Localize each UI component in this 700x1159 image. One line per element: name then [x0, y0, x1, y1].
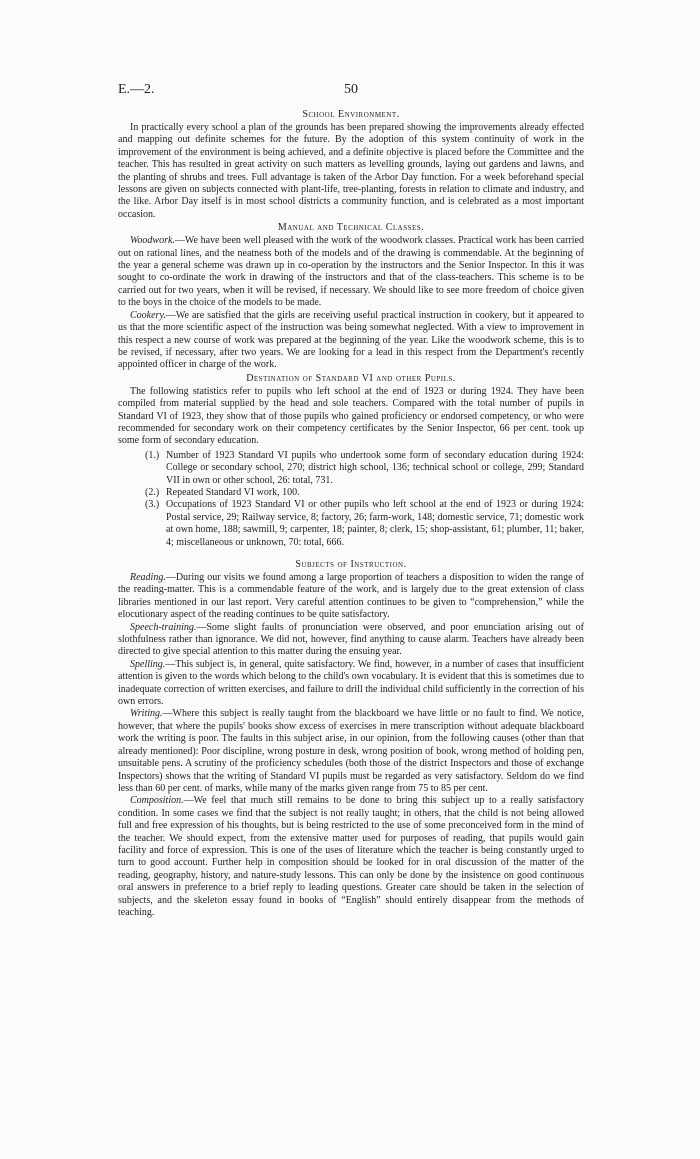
page-content [118, 108, 584, 919]
list-item: (1.) Number of 1923 Standard VI pupils who undertook some form of secondary education during 1924: College or secondary school, 270; district high school, 136; technical school or college, 299; Standard VII in own or other school, 26: total, 731. [145, 449, 584, 486]
list-item: (3.) Occupations of 1923 Standard VI or other pupils who left school at the end of 1923 or during 1924: Postal service, 29; Railway service, 8; factory, 26; farm-work, 148; domestic service, 71; domestic work at own home, 188; sawmill, 9; carpenter, 18; painter, 8; clerk, 15; shop-assistant, 61; plumber, 11; baker, 4; miscellaneous or unknown, 70: total, 666. [145, 499, 584, 548]
paragraph-composition: Composition.—We feel that much still remains to be done to bring this subject up to a really satisfactory condition. In some cases we find that the subject is not really taught; in others, that the child is not being allowed full and free expression of his thoughts, but is being restricted to the use of some preconceived form in the mind of the teacher. We should expect, from the extensive matter used for purposes of reading, that pupils would gain facility and force of expression. This is one of the uses of literature which the teacher is being constantly urged to turn to good account. Further help in composition should be looked for in oral discussion of the matter of the reading, geography, history, and nature-study lessons. This can only be done by the insistence on good continuous oral answers in preference to a brief reply to leading questions. Greater care should be taken in the selection of subjects, and the skeleton essay found in books of “English” should entirely disappear from the methods of teaching. [118, 795, 584, 918]
paragraph-spelling: Spelling.—This subject is, in general, quite satisfactory. We find, however, in a number of cases that insufficient attention is given to the words which belong to the child's own vocabulary. It is evident that this is sometimes due to inadequate correction of written exercises, and failure to drill the individual child sufficiently in the correction of his own errors. [118, 658, 584, 708]
page-number: 50 [344, 82, 358, 97]
paragraph-writing: Writing.—Where this subject is really taught from the blackboard we have little or no fault to find. We notice, however, that where the pupils' books show excess of exercises in mere transcription without adequate blackboard work the writing is poor. The faults in this subject arise, in our opinion, from the following causes (other than that already mentioned): Poor discipline, wrong posture in desk, wrong position of book, wrong method of holding pen, unsuitable pens. A scrutiny of the proficiency schedules (both those of the district Inspectors and those of exchange Inspectors) shows that the writing of Standard VI pupils must be regarded as very satisfactory. Seldom do we find less than 60 per cent. of marks, while many of the marks given range from 75 to 85 per cent. [118, 708, 584, 794]
document-reference: E.—2. [118, 82, 155, 97]
paragraph-speech-training: Speech-training.—Some slight faults of pronunciation were observed, and poor enunciation arising out of slothfulness rather than ignorance. We did not, however, find anything to cause alarm. Teachers have already been directed to give special attention to this matter during the ensuing year. [118, 621, 584, 658]
page-header [118, 82, 584, 100]
paragraph-woodwork: Woodwork.—We have been well pleased with the work of the woodwork classes. Practical work has been carried out on rational lines, and the neatness both of the models and of the drawing is commendable. At the beginning of the year a general scheme was drawn up in co-operation by the instructors and the Senior Inspector. In this it was sought to co-ordinate the work in drawing of the instructors and that of the class-teachers. This scheme is to be carried out for two years, when it will be revised, if necessary. We should like to see more freedom of choice given to the boys in the choice of the models to be made. [118, 235, 584, 309]
section-heading-school-environment: School Environment. [302, 109, 400, 120]
paragraph-cookery: Cookery.—We are satisfied that the girls are receiving useful practical instruction in cookery, but it appeared to us that the more scientific aspect of the instruction was being somewhat neglected. With a view to improvement in this respect a new course of work was prepared at the beginning of the year. Like the woodwork scheme, this is to be revised, if necessary, after two years. We are looking for a lead in this respect from the Department's recently appointed officer in charge of the work. [118, 309, 584, 371]
paragraph-reading: Reading.—During our visits we found among a large proportion of teachers a disposition to widen the range of the reading-matter. This is a commendable feature of the work, and is largely due to the great extension of class libraries mentioned in our last report. Very careful attention continues to be given to “comprehension,” while the elocutionary aspect of the reading continues to be quite satisfactory. [118, 572, 584, 621]
paragraph: The following statistics refer to pupils who left school at the end of 1923 or during 1924. They have been compiled from material supplied by the head and sole teachers. Compared with the total number of pupils in Standard VI of 1923, they show that of those pupils who gained proficiency or endorsed competency, or who were recommended for secondary work on their competency certificates by the Senior Inspector, 66 per cent. took up some form of secondary education. [118, 385, 584, 447]
section-heading-subjects: Subjects of Instruction. [295, 559, 407, 570]
section-heading-manual-technical: Manual and Technical Classes. [277, 222, 425, 234]
paragraph: In practically every school a plan of the grounds has been prepared showing the improvements already effected and mapping out definite schemes for the future. By the adoption of this system continuity of work in the improvement of the environment is being achieved, and a definite objective is placed before the Committee and the teacher. This has resulted in great activity on such matters as levelling grounds, laying out gardens and lawns, and the planting of shrubs and trees. Full advantage is taken of the Arbor Day function. For a week beforehand special lessons are given on subjects connected with plant-life, tree-planting, forests in relation to climate and industry, and the like. Arbor Day itself is in most school districts a community function, and is celebrated as a most important occasion. [118, 122, 584, 220]
statistics-list [118, 450, 584, 549]
list-item: (2.) Repeated Standard VI work, 100. [145, 486, 300, 498]
section-heading-destination: Destination of Standard VI and other Pupils. [246, 372, 456, 384]
